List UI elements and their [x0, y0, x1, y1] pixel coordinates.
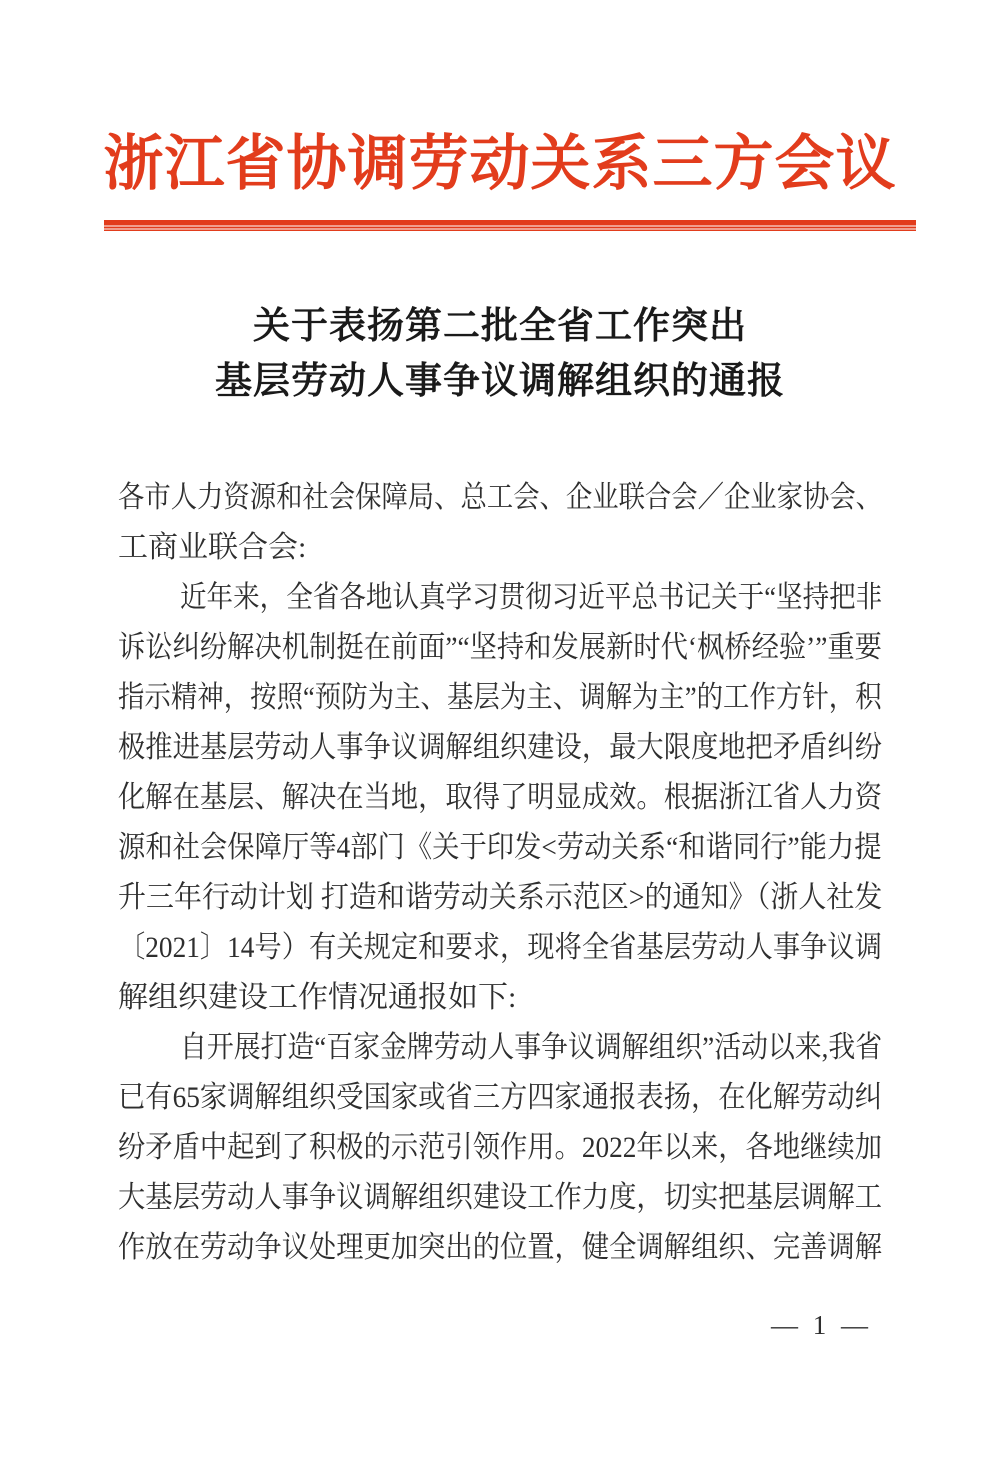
- body-line-text: 极推进基层劳动人事争议调解组织建设，最大限度地把矛盾纠纷: [118, 731, 882, 764]
- page-number: — 1 —: [771, 1310, 872, 1340]
- body-line-text: 已有65家调解组织受国家或省三方四家通报表扬，在化解劳动纠: [118, 1081, 882, 1114]
- document-title-line2: 基层劳动人事争议调解组织的通报: [215, 361, 785, 402]
- body-line-text: 诉讼纠纷解决机制挺在前面”“坚持和发展新时代‘枫桥经验’”重要: [118, 631, 882, 664]
- body-line-text: 升三年行动计划 打造和谐劳动关系示范区>的通知》（浙人社发: [118, 881, 883, 914]
- body-line-text: 解组织建设工作情况通报如下:: [118, 981, 517, 1014]
- body-line-text: 源和社会保障厅等4部门《关于印发<劳动关系“和谐同行”能力提: [118, 831, 882, 864]
- body-line: [118, 1023, 882, 1073]
- body-line: [118, 1123, 882, 1173]
- document-body: [118, 473, 882, 1273]
- body-line-text: 各市人力资源和社会保障局、总工会、企业联合会／企业家协会、: [118, 481, 883, 514]
- body-line: [118, 823, 882, 873]
- letterhead-org-name: 浙江省协调劳动关系三方会议: [103, 131, 897, 197]
- document-title-line1: 关于表扬第二批全省工作突出: [253, 306, 747, 347]
- body-line-text: 纷矛盾中起到了积极的示范引领作用。2022年以来，各地继续加: [118, 1131, 882, 1164]
- body-line-text: 作放在劳动争议处理更加突出的位置，健全调解组织、完善调解: [118, 1231, 882, 1264]
- body-line: [118, 473, 882, 523]
- body-line-text: 大基层劳动人事争议调解组织建设工作力度，切实把基层调解工: [118, 1181, 882, 1214]
- body-line: [118, 673, 882, 723]
- body-line: [118, 1173, 882, 1223]
- body-line-text: 化解在基层、解决在当地，取得了明显成效。根据浙江省人力资: [118, 781, 882, 814]
- body-line: [118, 923, 882, 973]
- body-line-text: 自开展打造“百家金牌劳动人事争议调解组织”活动以来,我省: [180, 1031, 883, 1064]
- body-line: [118, 623, 882, 673]
- body-line: [118, 973, 882, 1023]
- letterhead-divider-rule: [104, 220, 916, 231]
- body-line: [118, 723, 882, 773]
- body-line-text: 工商业联合会:: [118, 531, 307, 564]
- body-line: [118, 1073, 882, 1123]
- body-line-text: 〔2021〕14号）有关规定和要求，现将全省基层劳动人事争议调: [118, 931, 882, 964]
- body-line: [118, 573, 882, 623]
- document-title: [0, 299, 1000, 409]
- body-line: [118, 523, 882, 573]
- body-line-text: 指示精神，按照“预防为主、基层为主、调解为主”的工作方针，积: [118, 681, 882, 714]
- body-line-text: 近年来，全省各地认真学习贯彻习近平总书记关于“坚持把非: [180, 581, 883, 614]
- body-line: [118, 873, 882, 923]
- body-line: [118, 1223, 882, 1273]
- body-line: [118, 773, 882, 823]
